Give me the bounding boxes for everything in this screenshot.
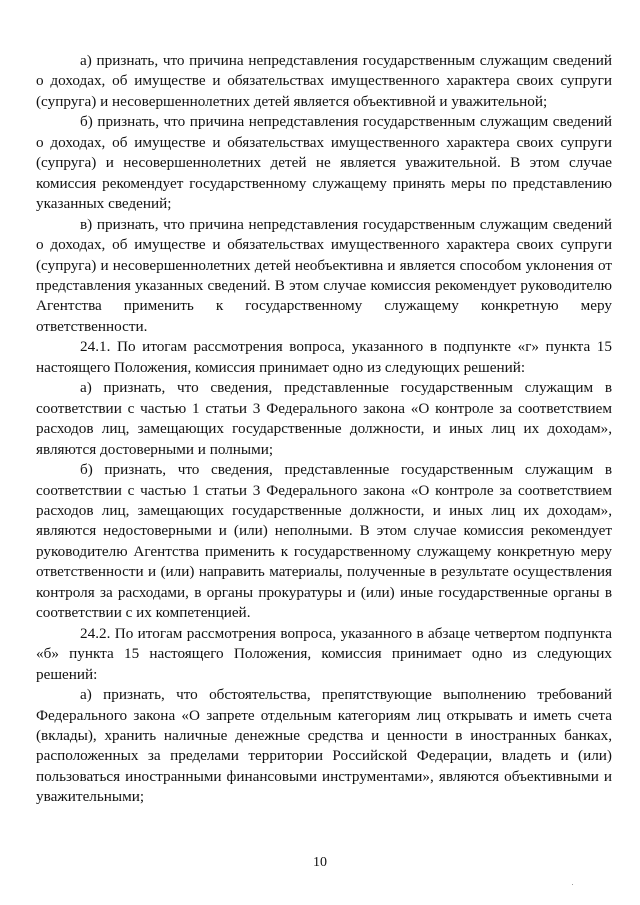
- paragraph-a-objective: а) признать, что причина непредставления государственным служащим сведений о доходах, об имуществе и обязательствах имущественного характера своих супруги (супруга) и несовершеннолетних детей является объективной и уважительной;: [36, 52, 612, 110]
- paragraph-v-evasion: в) признать, что причина непредставления государственным служащим сведений о доходах, об имуществе и обязательствах имущественного характера своих супруги (супруга) и несовершеннолетних детей необъективна и является способом уклонения от представления указанных сведений. В этом случае комиссия рекомендует руководителю Агентства применить к государственному служащему конкретную меру ответственности.: [36, 215, 612, 335]
- paragraph-24-1-b: б) признать, что сведения, представленные государственным служащим в соответствии с частью 1 статьи 3 Федерального закона «О контроле за соответствием расходов лиц, замещающих государственные должности, и иных лиц их доходам», являются недостоверными и (или) неполными. В этом случае комиссия рекомендует руководителю Агентства применить к государственному служащему конкретную меру ответственности и (или) направить материалы, полученные в результате осуществления контроля за расходами, в органы прокуратуры и (или) иные государственные органы в соответствии с их компетенцией.: [36, 461, 612, 622]
- document-body: [36, 51, 612, 808]
- paragraph-24-1-a: а) признать, что сведения, представленные государственным служащим в соответствии с частью 1 статьи 3 Федерального закона «О контроле за соответствием расходов лиц, замещающих государственные должности, и иных лиц их доходам», являются достоверными и полными;: [36, 379, 612, 458]
- page-number: 10: [313, 855, 327, 870]
- scan-speck: [572, 884, 573, 885]
- paragraph-24-1: 24.1. По итогам рассмотрения вопроса, указанного в подпункте «г» пункта 15 настоящего Положения, комиссия принимает одно из следующих решений:: [36, 338, 612, 376]
- paragraph-24-2-a: а) признать, что обстоятельства, препятствующие выполнению требований Федерального закона «О запрете отдельным категориям лиц открывать и иметь счета (вклады), хранить наличные денежные средства и ценности в иностранных банках, расположенных за пределами территории Российской Федерации, владеть и (или) пользоваться иностранными финансовыми инструментами», являются объективными и уважительными;: [36, 686, 612, 806]
- paragraph-24-2: 24.2. По итогам рассмотрения вопроса, указанного в абзаце четвертом подпункта «б» пункта 15 настоящего Положения, комиссия принимает одно из следующих решений:: [36, 624, 612, 683]
- paragraph-b-not-valid: б) признать, что причина непредставления государственным служащим сведений о доходах, об имуществе и обязательствах имущественного характера своих супруги (супруга) и несовершеннолетних детей не является уважительной. В этом случае комиссия рекомендует государственному служащему принять меры по представлению указанных сведений;: [36, 113, 612, 213]
